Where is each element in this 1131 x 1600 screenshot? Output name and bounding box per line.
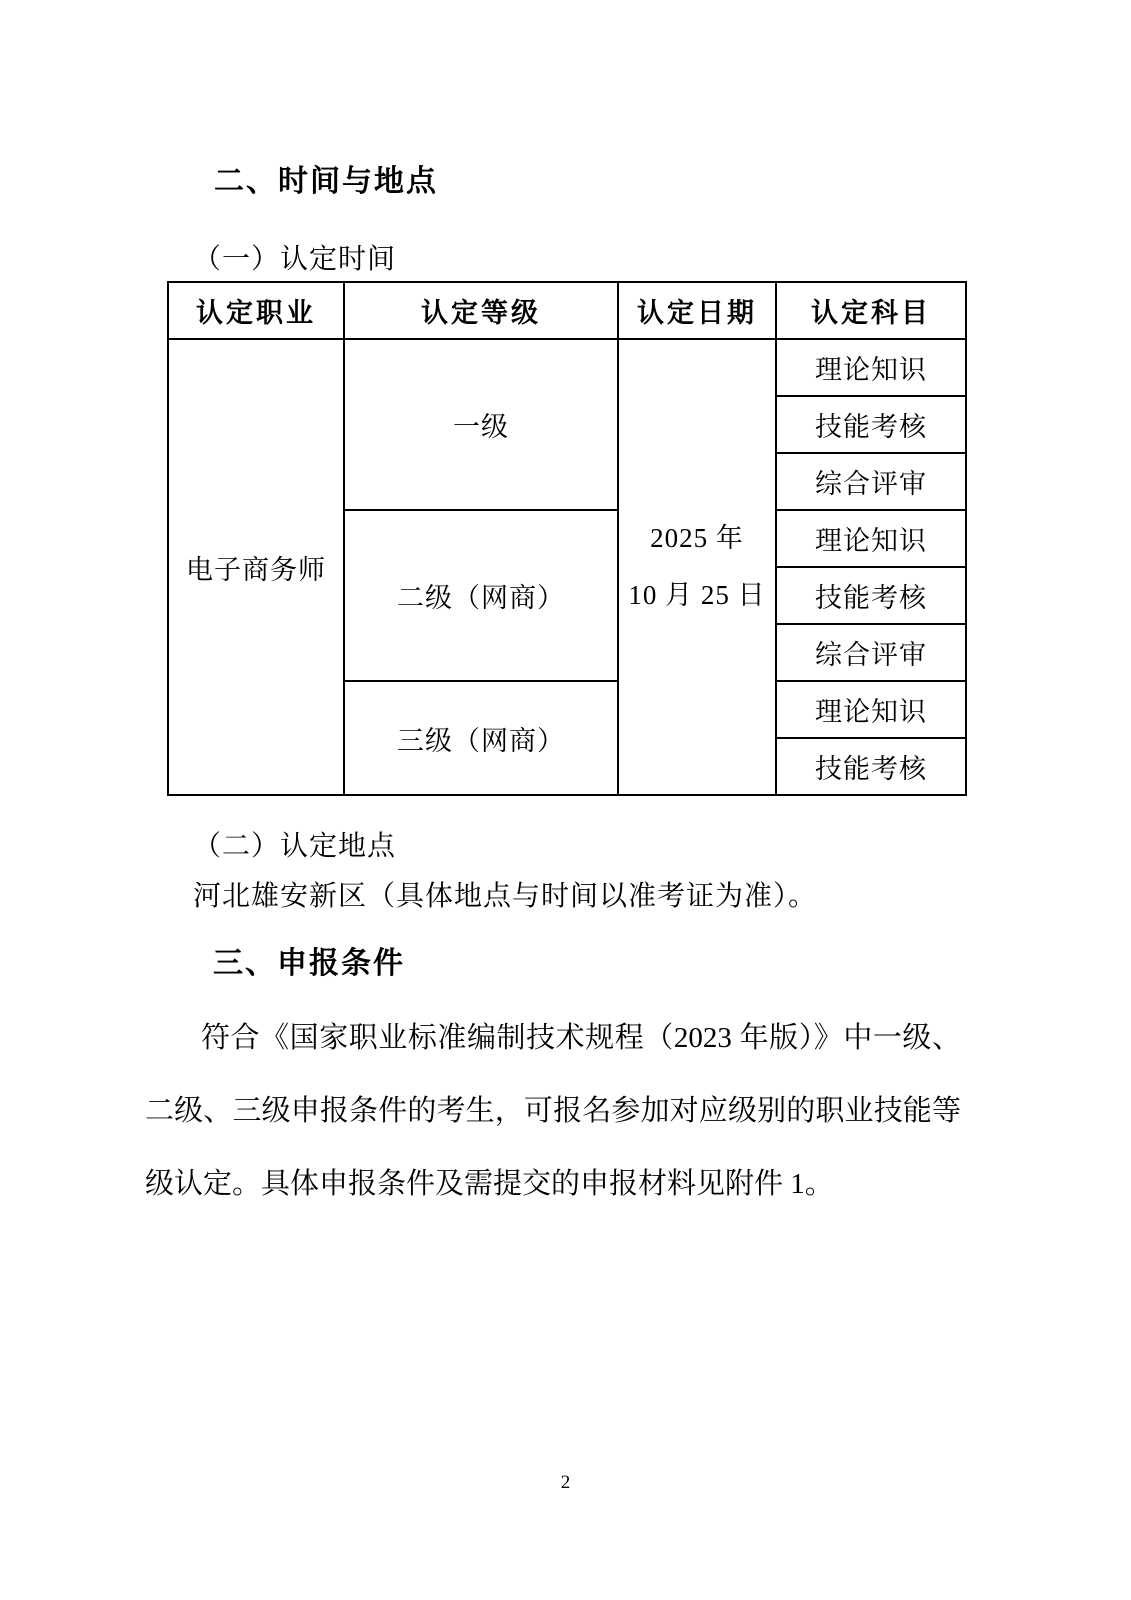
table-row: [168, 339, 966, 396]
subject-cell: 理论知识: [776, 339, 966, 396]
level-cell-3: 三级（网商）: [344, 681, 618, 795]
date-line-day: 10 月 25 日: [628, 580, 766, 610]
subject-cell: 理论知识: [776, 681, 966, 738]
subheading-certification-location: （二）认定地点: [193, 831, 397, 862]
subject-cell: 综合评审: [776, 624, 966, 681]
conditions-paragraph: 符合《国家职业标准编制技术规程（2023 年版）》中一级、二级、三级申报条件的考生，可报名参加对应级别的职业技能等级认定。具体申报条件及需提交的申报材料见附件 1。: [145, 1022, 961, 1200]
column-header-occupation: 认定职业: [168, 282, 344, 339]
page-number: 2: [560, 1472, 571, 1493]
level-cell-1: 一级: [344, 339, 618, 510]
occupation-cell: 电子商务师: [168, 339, 344, 795]
date-cell: [618, 339, 776, 795]
date-line-year: 2025 年: [650, 523, 744, 553]
subject-cell: 技能考核: [776, 567, 966, 624]
column-header-level: 认定等级: [344, 282, 618, 339]
location-text: 河北雄安新区（具体地点与时间以准考证为准）。: [193, 881, 818, 912]
section-heading-time-location: 二、时间与地点: [214, 165, 438, 198]
certification-schedule-table: [167, 281, 967, 796]
table-header-row: [168, 282, 966, 339]
subject-cell: 技能考核: [776, 396, 966, 453]
column-header-subject: 认定科目: [776, 282, 966, 339]
subject-cell: 理论知识: [776, 510, 966, 567]
section-heading-application-conditions: 三、申报条件: [213, 947, 405, 980]
subheading-certification-time: （一）认定时间: [193, 244, 397, 275]
subject-cell: 技能考核: [776, 738, 966, 795]
column-header-date: 认定日期: [618, 282, 776, 339]
subject-cell: 综合评审: [776, 453, 966, 510]
level-cell-2: 二级（网商）: [344, 510, 618, 681]
